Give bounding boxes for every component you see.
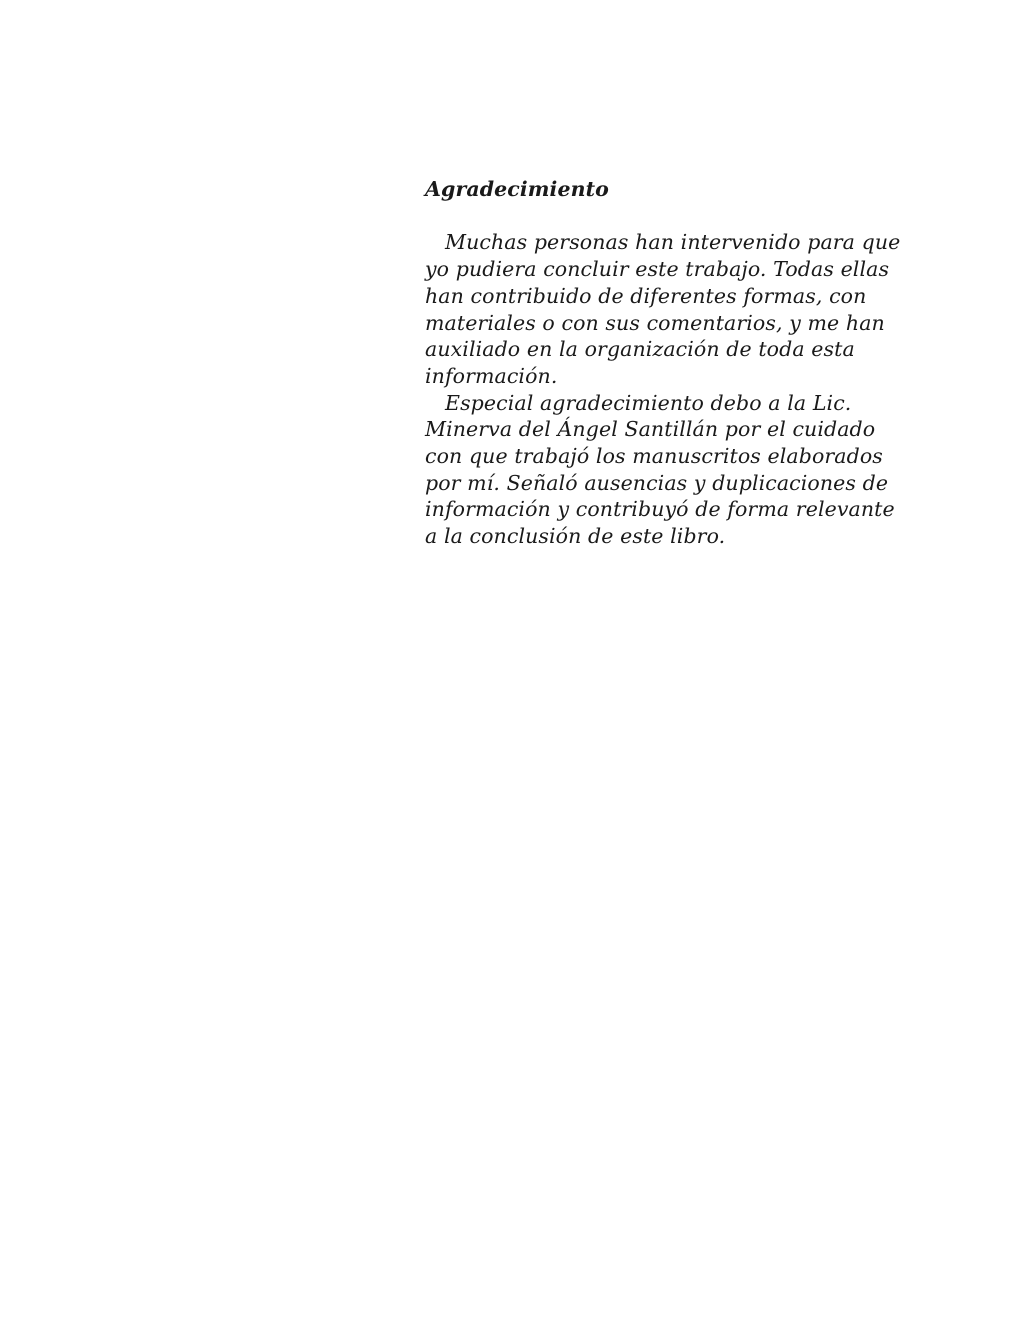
paragraph-line: Minerva del Ángel Santillán por el cuidado [425, 417, 876, 442]
paragraph-line: por mí. Señaló ausencias y duplicaciones de [425, 470, 889, 495]
paragraph-line: yo pudiera concluir este trabajo. Todas ellas [425, 257, 890, 282]
paragraph-line: información. [425, 363, 558, 388]
paragraph-line: con que trabajó los manuscritos elaborados [425, 444, 883, 469]
paragraph-line: información y contribuyó de forma relevante [425, 497, 895, 522]
paragraph-2 [425, 390, 925, 550]
paragraph-line: Especial agradecimiento debo a la Lic. [445, 390, 852, 415]
paragraph-line: a la conclusión de este libro. [425, 524, 726, 549]
paragraph-line: materiales o con sus comentarios, y me han [425, 310, 885, 335]
acknowledgement-section [425, 176, 925, 550]
paragraph-line: han contribuido de diferentes formas, con [425, 283, 867, 308]
paragraph-line: auxiliado en la organización de toda esta [425, 337, 855, 362]
paragraph-1 [425, 229, 925, 389]
paragraph-line: Muchas personas han intervenido para que [445, 230, 901, 255]
section-heading: Agradecimiento [425, 177, 609, 201]
